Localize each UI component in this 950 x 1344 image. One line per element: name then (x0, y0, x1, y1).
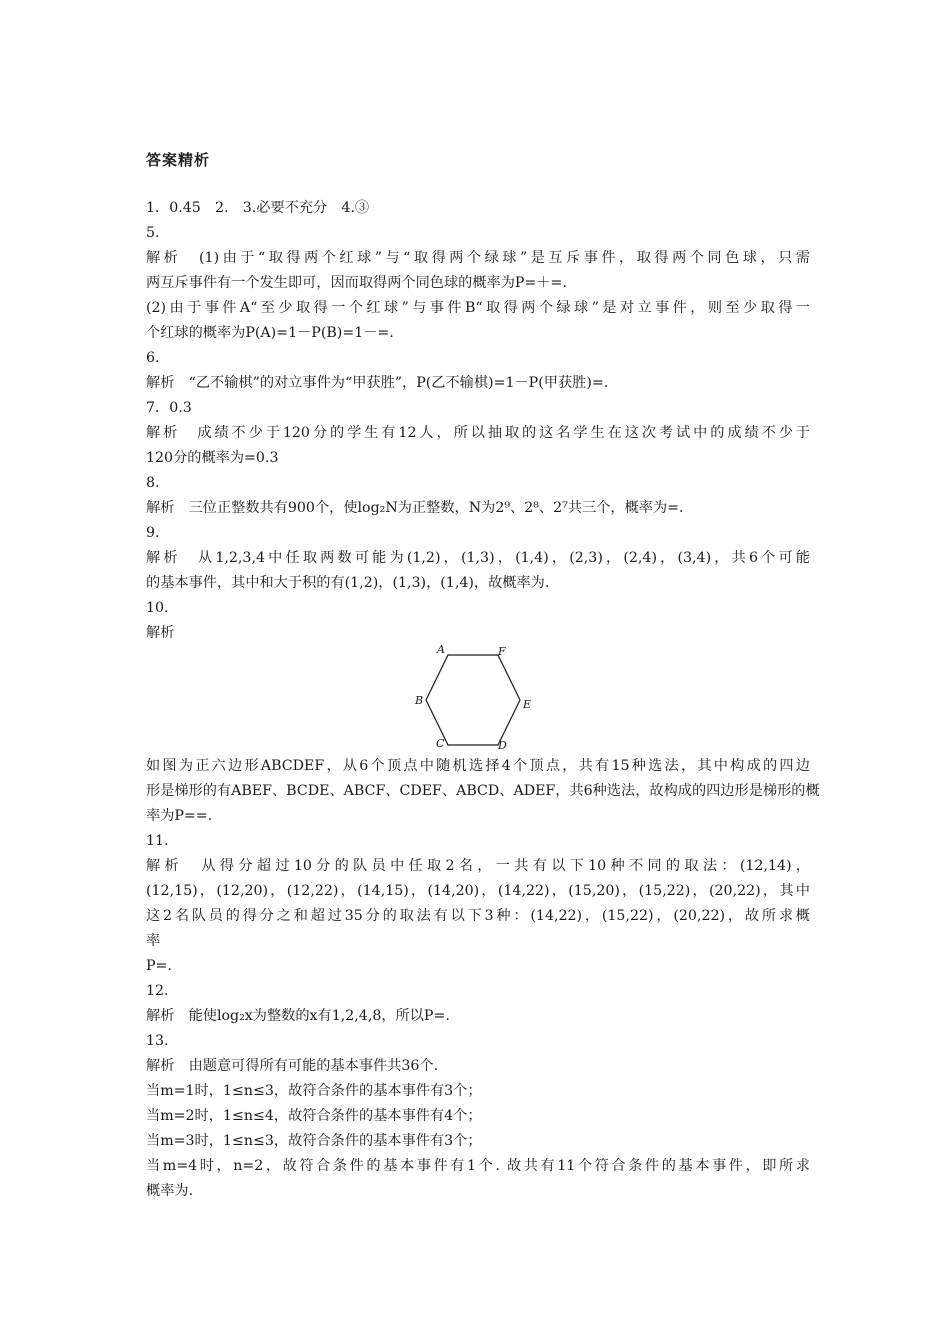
text-line: 1．0.45 2. 3.必要不充分 4.③ (146, 200, 370, 216)
page-title: 答案精析 (146, 151, 211, 169)
text-line: 当m=2时，1≤n≤4，故符合条件的基本事件有4个； (146, 1108, 482, 1124)
text-line: 解析 成绩不少于120分的学生有12人，所以抽取的这名学生在这次考试中的成绩不少于 (146, 425, 810, 441)
text-line: (12,15)，(12,20)，(12,22)，(14,15)，(14,20)，(14,22)，(15,20)，(15,22)，(20,22)，其中 (146, 883, 810, 899)
text-line: 11. (146, 833, 169, 849)
text-line: P=. (146, 958, 172, 974)
regular-hexagon-diagram (415, 643, 536, 752)
text-line: 解析 (1)由于“取得两个红球”与“取得两个绿球”是互斥事件，取得两个同色球，只需 (146, 250, 810, 266)
text-line: 解析 三位正整数共有900个，使log₂N为正整数，N为2⁹、2⁸、2⁷共三个，概率为=. (146, 500, 684, 516)
vertex-label-e: E (523, 698, 532, 711)
text-line: 8. (146, 475, 160, 491)
text-line: 6. (146, 350, 160, 366)
text-line: 当m=4时，n=2，故符合条件的基本事件有1个. 故共有11个符合条件的基本事件，即所求 (146, 1158, 810, 1174)
text-line: 解析 从得分超过10分的队员中任取2名，一共有以下10种不同的取法：(12,14)， (146, 858, 810, 874)
text-line: 概率为. (146, 1183, 194, 1199)
vertex-label-f: F (498, 645, 506, 658)
text-line: 解析 (146, 625, 175, 641)
text-line: 120分的概率为=0.3 (146, 450, 279, 466)
text-line: 解析 “乙不输棋”的对立事件为“甲获胜”，P(乙不输棋)=1－P(甲获胜)=. (146, 375, 609, 391)
text-line: 5. (146, 225, 160, 241)
text-line: 12. (146, 983, 169, 999)
hexagon-figure (146, 643, 810, 754)
text-line: 如图为正六边形ABCDEF，从6个顶点中随机选择4个顶点，共有15种选法，其中构成的四边 (146, 758, 810, 774)
text-line: 的基本事件，其中和大于积的有(1,2)，(1,3)，(1,4)，故概率为. (146, 575, 550, 591)
text-line: 个红球的概率为P(A)=1－P(B)=1－=. (146, 325, 394, 341)
text-line: 率 (146, 933, 161, 949)
text-line: 这2名队员的得分之和超过35分的取法有以下3种：(14,22)，(15,22)，(20,22)，故所求概 (146, 908, 810, 924)
text-line: 10. (146, 600, 169, 616)
text-line: 解析 由题意可得所有可能的基本事件共36个. (146, 1058, 439, 1074)
answer-body (146, 196, 820, 1204)
text-line: 解析 能使log₂x为整数的x有1,2,4,8，所以P=. (146, 1008, 450, 1024)
text-line: 解析 从1,2,3,4中任取两数可能为(1,2)，(1,3)，(1,4)，(2,3)，(2,4)，(3,4)，共6个可能 (146, 550, 810, 566)
text-line: 9. (146, 525, 160, 541)
vertex-label-d: D (498, 739, 507, 752)
text-line: 当m=1时，1≤n≤3，故符合条件的基本事件有3个； (146, 1083, 482, 1099)
text-line: 7．0.3 (146, 400, 192, 416)
text-line: 两互斥事件有一个发生即可，因而取得两个同色球的概率为P=＋=. (146, 275, 567, 291)
text-line: 当m=3时，1≤n≤3，故符合条件的基本事件有3个； (146, 1133, 482, 1149)
text-line: 13. (146, 1033, 169, 1049)
vertex-label-b: B (415, 694, 424, 707)
text-line: 形是梯形的有ABEF、BCDE、ABCF、CDEF、ABCD、ADEF，共6种选法，故构成的四边形是梯形的概 (146, 783, 820, 799)
hexagon-shape (426, 655, 520, 745)
vertex-label-a: A (437, 643, 445, 656)
text-line: 率为P==. (146, 808, 213, 824)
vertex-label-c: C (436, 737, 445, 750)
text-line: (2)由于事件A“至少取得一个红球”与事件B“取得两个绿球”是对立事件，则至少取得一 (146, 300, 810, 316)
